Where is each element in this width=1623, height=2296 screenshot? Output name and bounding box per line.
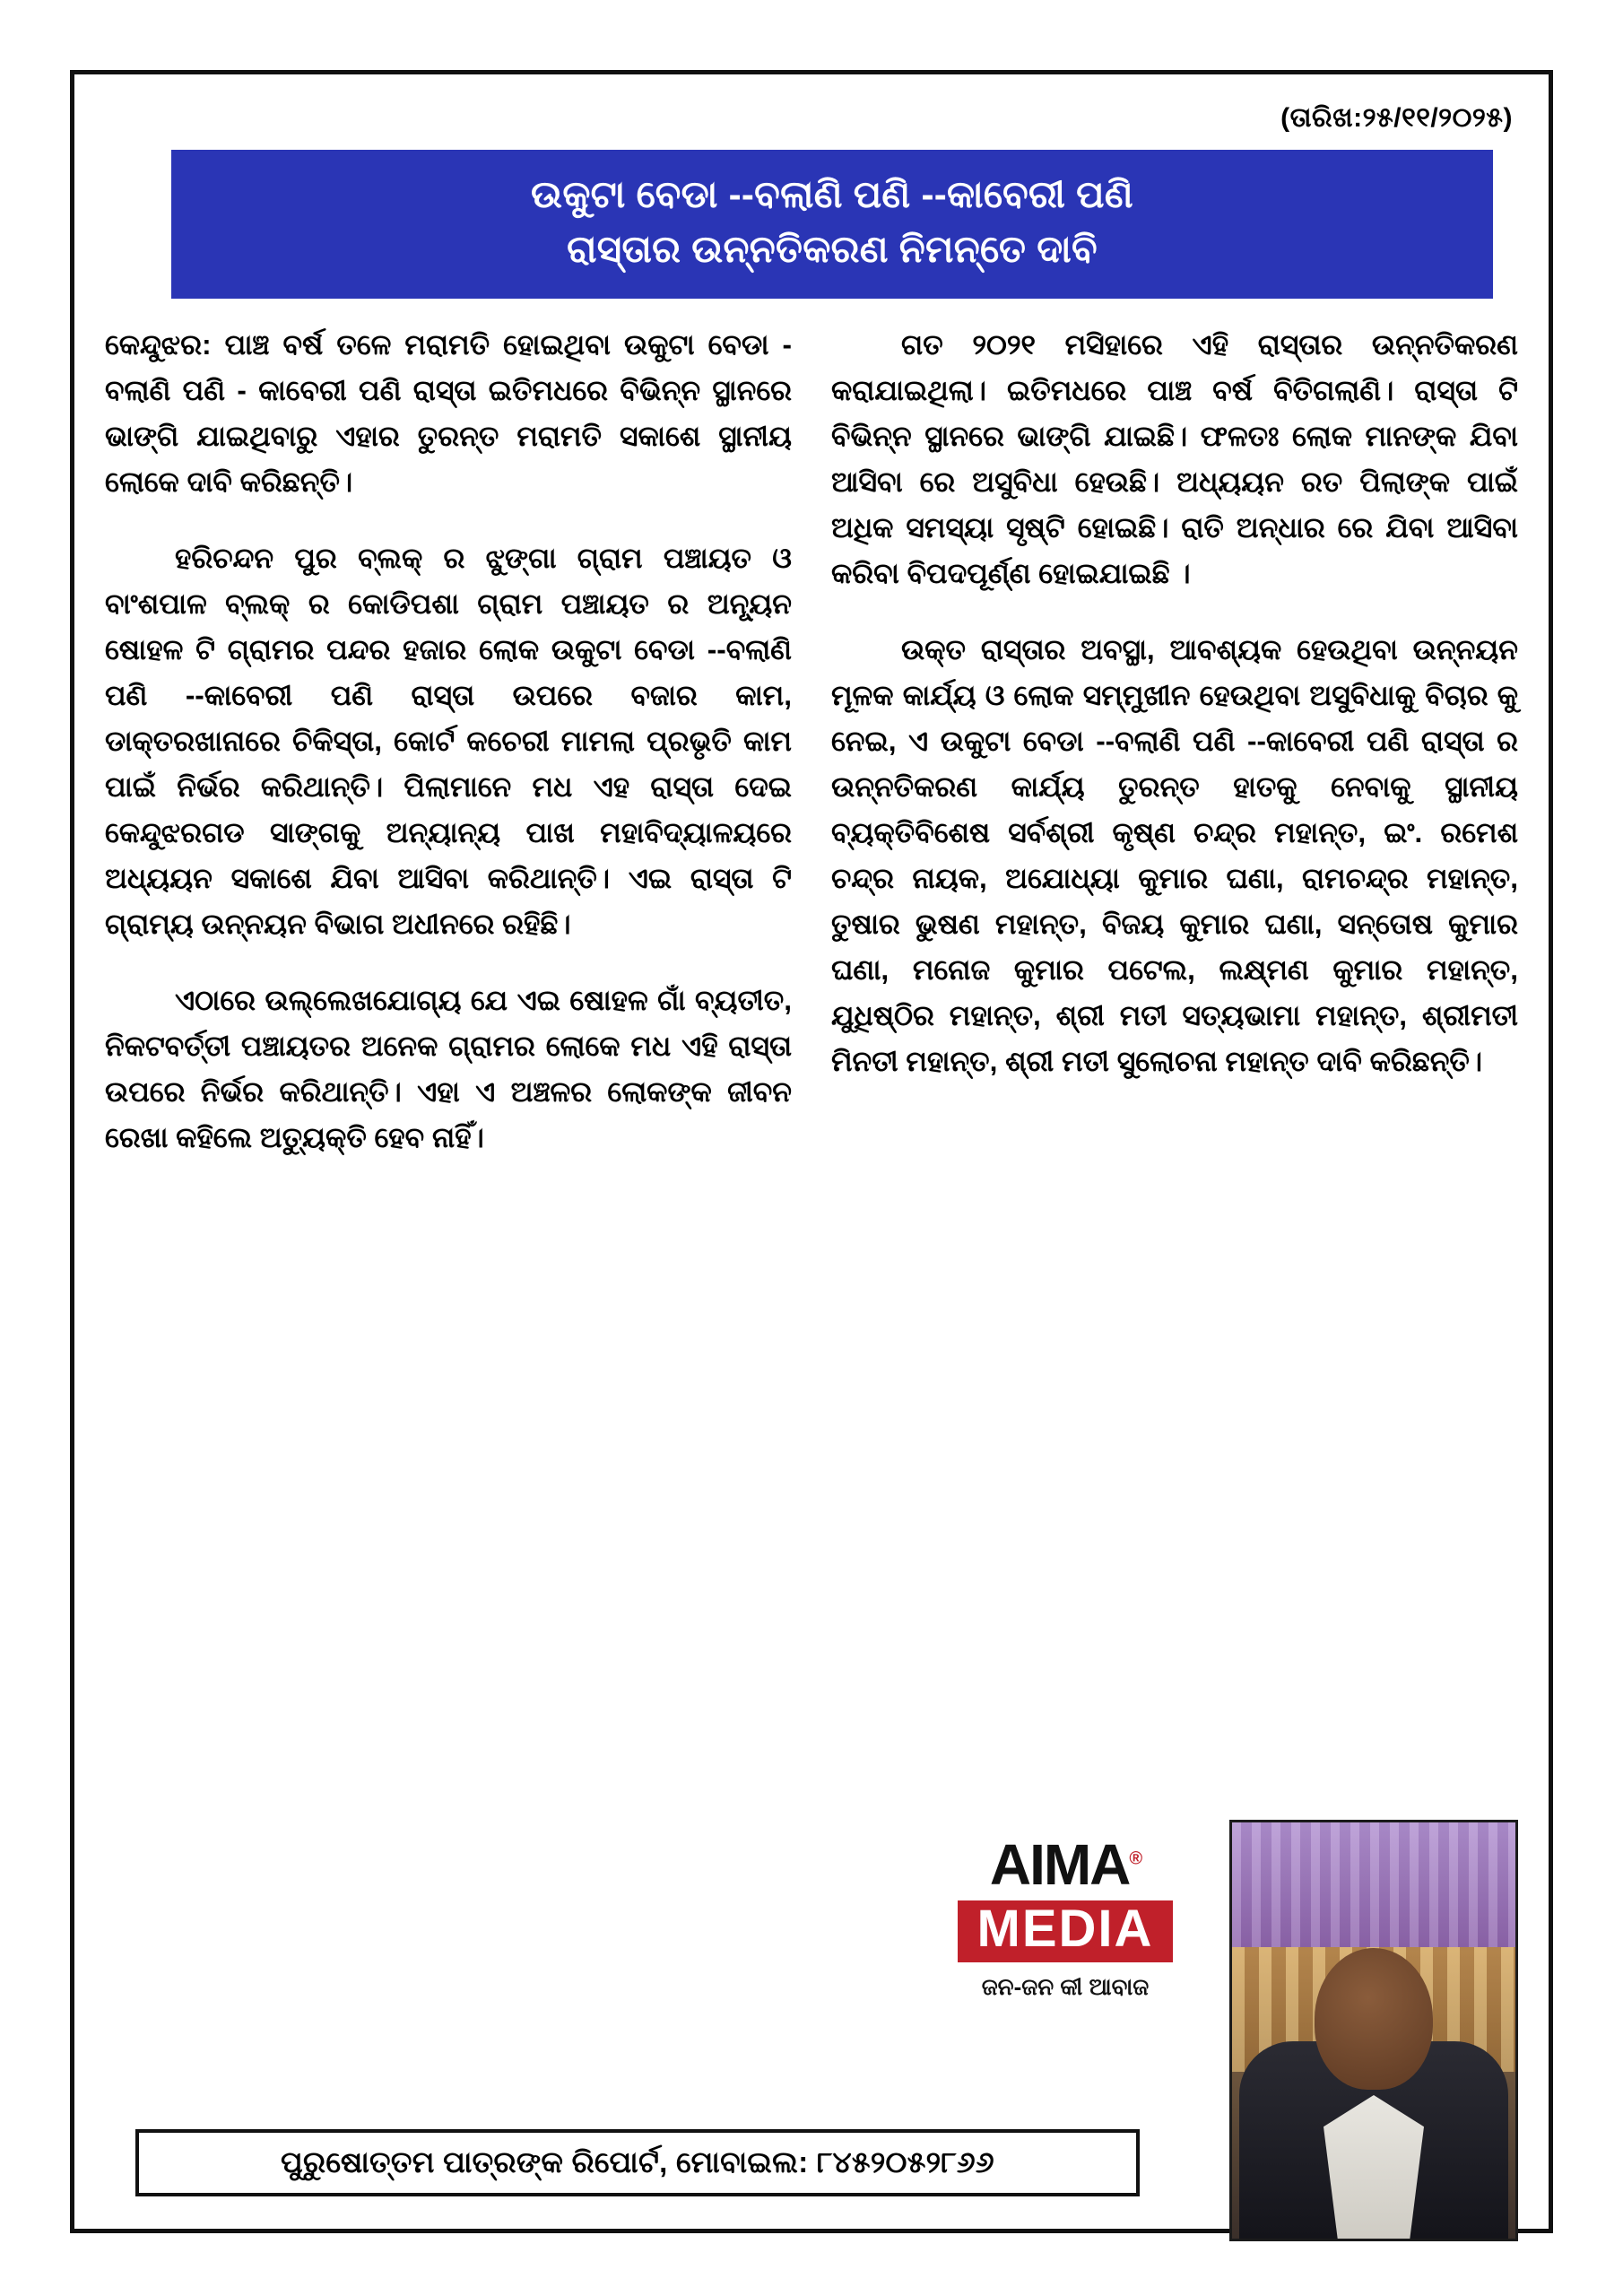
left-paragraph-3: ଏଠାରେ ଉଲ୍ଲେଖଯୋଗ୍ୟ ଯେ ଏଇ ଷୋହଳ ଗାଁ ବ୍ୟତୀତ, ନିକଟବର୍ତ୍ତୀ ପଞ୍ଚାୟତର ଅନେକ ଗ୍ରାମର ଲୋକେ ମଧ ଏହି ରାସ୍ତା ଉପରେ ନିର୍ଭର କରିଥାନ୍ତି। ଏହା ଏ ଅଞ୍ଚଳର ଲୋକଙ୍କ ଜୀବନ ରେଖା କହିଲେ ଅତ୍ୟୁକ୍ତି ହେବ ନାହିଁ। xyxy=(105,983,792,1154)
registered-mark-icon: ® xyxy=(1129,1848,1141,1869)
page-frame xyxy=(70,70,1553,2233)
right-paragraph-2: ଉକ୍ତ ରାସ୍ତାର ଅବସ୍ଥା, ଆବଶ୍ୟକ ହେଉଥିବା ଉନ୍ନୟନ ମୂଳକ କାର୍ଯ୍ୟ ଓ ଲୋକ ସମ୍ମୁଖୀନ ହେଉଥିବା ଅସୁବିଧାକୁ ବିଚାର କୁ ନେଇ, ଏ ଉକୁଟା ବେଡା --ବଲାଣି ପଣି --କାବେରୀ ପଣି ରାସ୍ତା ର ଉନ୍ନତିକରଣ କାର୍ଯ୍ୟ ତୁରନ୍ତ ହାତକୁ ନେବାକୁ ସ୍ଥାନୀୟ ବ୍ୟକ୍ତିବିଶେଷ ସର୍ବଶ୍ରୀ କୃଷ୍ଣ ଚନ୍ଦ୍ର ମହାନ୍ତ, ଇଂ. ରମେଶ ଚନ୍ଦ୍ର ନାୟକ, ଅଯୋଧ୍ୟା କୁମାର ଘଣା, ରାମଚନ୍ଦ୍ର ମହାନ୍ତ, ତୁଷାର ଭୁଷଣ ମହାନ୍ତ, ବିଜୟ କୁମାର ଘଣା, ସନ୍ତୋଷ କୁମାର ଘଣା, ମନୋଜ କୁମାର ପଟେଲ, ଲକ୍ଷ୍ମଣ କୁମାର ମହାନ୍ତ, ଯୁଧିଷ୍ଠିର ମହାନ୍ତ, ଶ୍ରୀ ମତୀ ସତ୍ୟଭାମା ମହାନ୍ତ, ଶ୍ରୀମତୀ ମିନତୀ ମହାନ୍ତ, ଶ୍ରୀ ମତୀ ସୁଲୋଚନା ମହାନ୍ତ ଦାବି କରିଛନ୍ତି। xyxy=(831,632,1518,1078)
logo-tagline: ଜନ-ଜନ କୀ ଆବାଜ xyxy=(981,1972,1150,2000)
reporter-photo xyxy=(1229,1820,1518,2241)
left-paragraph-1: କେନ୍ଦୁଝର: ପାଞ୍ଚ ବର୍ଷ ତଳେ ମରାମତି ହୋଇଥିବା ଉକୁଟା ବେଡା - ବଲାଣି ପଣି - କାବେରୀ ପଣି ରାସ୍ତା ଇତିମଧରେ ବିଭିନ୍ନ ସ୍ଥାନରେ ଭାଙ୍ଗି ଯାଇଥିବାରୁ ଏହାର ତୁରନ୍ତ ମରାମତି ସକାଶେ ସ୍ଥାନୀୟ ଲୋକେ ଦାବି କରିଛନ୍ତି। xyxy=(105,327,792,498)
right-paragraph-1: ଗତ ୨୦୨୧ ମସିହାରେ ଏହି ରାସ୍ତାର ଉନ୍ନତିକରଣ କରାଯାଇଥିଲା। ଇତିମଧରେ ପାଞ୍ଚ ବର୍ଷ ବିତିଗଲାଣି। ରାସ୍ତା ଟି ବିଭିନ୍ନ ସ୍ଥାନରେ ଭାଙ୍ଗି ଯାଇଛି। ଫଳତଃ ଲୋକ ମାନଙ୍କ ଯିବା ଆସିବା ରେ ଅସୁବିଧା ହେଉଛି। ଅଧ୍ୟୟନ ରତ ପିଲାଙ୍କ ପାଇଁ ଅଧିକ ସମସ୍ୟା ସୃଷ୍ଟି ହୋଇଛି। ରାତି ଅନ୍ଧାର ରେ ଯିବା ଆସିବା କରିବା ବିପଦପୂର୍ଣ୍ଣ ହୋଇଯାଇଛି । xyxy=(831,327,1518,589)
photo-person-head xyxy=(1315,1948,1433,2090)
reporter-byline-text: ପୁରୁଷୋତ୍ତମ ପାତ୍ରଙ୍କ ରିପୋର୍ଟ, ମୋବାଇଲ: ୮୪୫୨୦୫୨୮୬୬ xyxy=(281,2145,994,2179)
headline-banner xyxy=(171,150,1493,299)
logo-brand-word: AIMA xyxy=(989,1832,1130,1897)
publication-date: (ତାରିଖ:୨୫/୧୧/୨୦୨୫) xyxy=(1280,103,1513,133)
bottom-media-area xyxy=(105,1791,1518,2213)
aima-media-logo xyxy=(908,1825,1222,2094)
reporter-byline-bar xyxy=(135,2129,1140,2196)
logo-media-word: MEDIA xyxy=(958,1900,1174,1962)
left-column xyxy=(105,322,792,1161)
article-columns xyxy=(105,322,1518,1161)
photo-background-top xyxy=(1232,1822,1515,1964)
left-paragraph-2: ହରିଚନ୍ଦନ ପୁର ବ୍ଲକ୍ ର ଝୁଙ୍ଗା ଗ୍ରାମ ପଞ୍ଚାୟତ ଓ ବାଂଶପାଳ ବ୍ଲକ୍ ର କୋଡିପଶା ଗ୍ରାମ ପଞ୍ଚାୟତ ର ଅନ୍ୟୂନ ଷୋହଳ ଟି ଗ୍ରାମର ପନ୍ଦର ହଜାର ଲୋକ ଉକୁଟା ବେଡା --ବଲାଣି ପଣି --କାବେରୀ ପଣି ରାସ୍ତା ଉପରେ ବଜାର କାମ, ଡାକ୍ତରଖାନାରେ ଚିକିସ୍ତା, କୋର୍ଟ କଚେରୀ ମାମଲା ପ୍ରଭୃତି କାମ ପାଇଁ ନିର୍ଭର କରିଥାନ୍ତି। ପିଲାମାନେ ମଧ ଏହ ରାସ୍ତା ଦେଇ କେନ୍ଦୁଝରଗଡ ସାଙ୍ଗକୁ ଅନ୍ୟାନ୍ୟ ପାଖ ମହାବିଦ୍ୟାଳୟରେ ଅଧ୍ୟୟନ ସକାଶେ ଯିବା ଆସିବା କରିଥାନ୍ତି। ଏଇ ରାସ୍ତା ଟି ଗ୍ରାମ୍ୟ ଉନ୍ନୟନ ବିଭାଗ ଅଧୀନରେ ରହିଛି। xyxy=(105,541,792,940)
headline-line-1: ଉକୁଟା ବେଡା --ବଲାଣି ପଣି --କାବେରୀ ପଣି xyxy=(531,173,1133,215)
logo-brand-text xyxy=(989,1832,1141,1897)
right-column xyxy=(831,322,1518,1084)
headline-line-2: ରାସ୍ତାର ଉନ୍ନତିକରଣ ନିମନ୍ତେ ଦାବି xyxy=(567,227,1098,270)
